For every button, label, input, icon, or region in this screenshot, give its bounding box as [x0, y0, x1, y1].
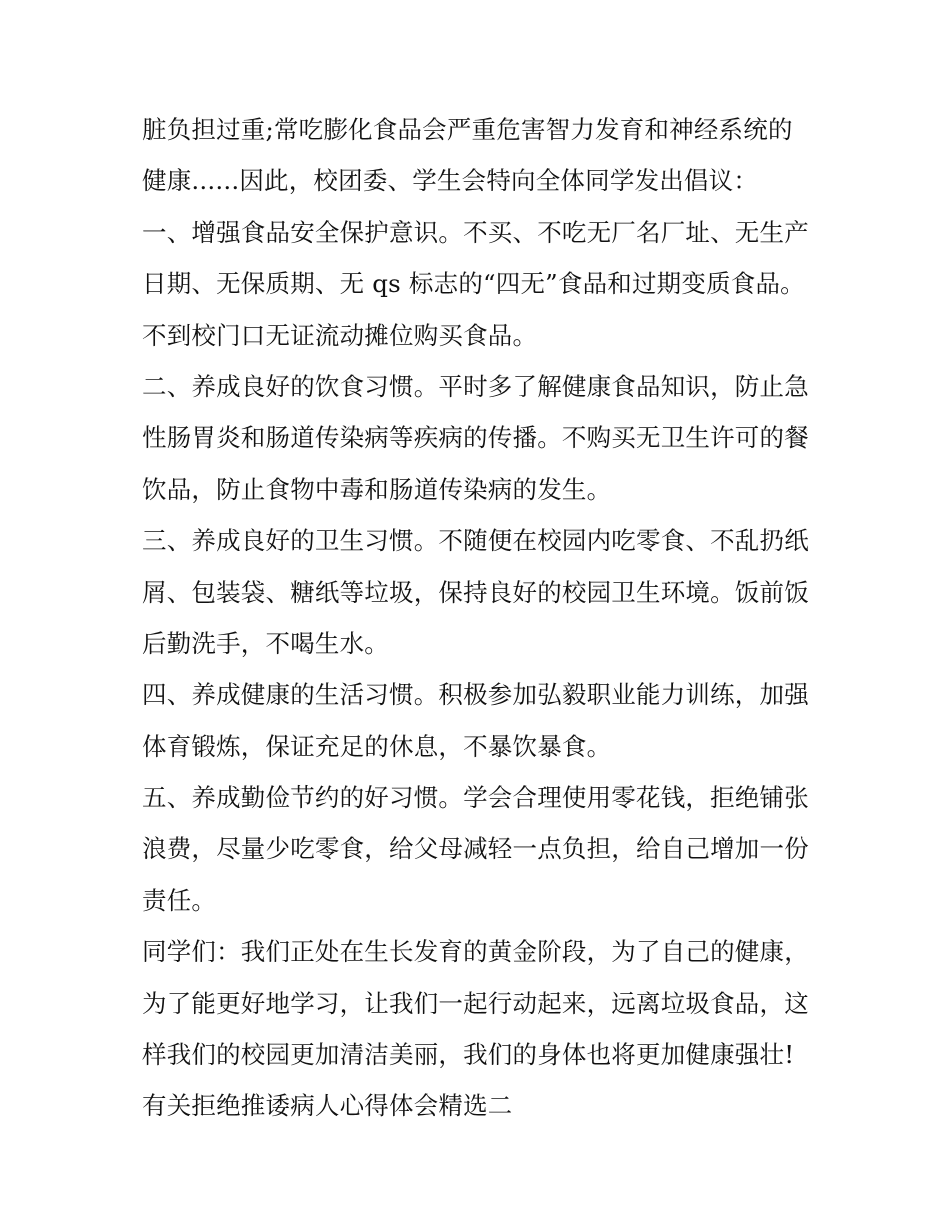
- text-line: 为了能更好地学习，让我们一起行动起来，远离垃圾食品，这: [142, 988, 809, 1018]
- text-line: 后勤洗手，不喝生水。: [142, 628, 389, 658]
- text-line: 饮品，防止食物中毒和肠道传染病的发生。: [142, 474, 612, 504]
- text-line: 健康......因此，校团委、学生会特向全体同学发出倡议：: [142, 166, 759, 196]
- text-line: 浪费，尽量少吃零食，给父母减轻一点负担，给自己增加一份: [142, 834, 809, 864]
- text-line: 体育锻炼，保证充足的休息，不暴饮暴食。: [142, 731, 612, 761]
- text-line: 脏负担过重;常吃膨化食品会严重危害智力发育和神经系统的: [142, 115, 793, 144]
- document-body: [142, 104, 822, 1132]
- text-line: 五、养成勤俭节约的好习惯。学会合理使用零花钱，拒绝铺张: [142, 783, 809, 813]
- text-line: 不到校门口无证流动摊位购买食品。: [142, 320, 538, 350]
- text-line: 同学们：我们正处在生长发育的黄金阶段，为了自己的健康，: [142, 937, 809, 967]
- text-line: 屑、包装袋、糖纸等垃圾，保持良好的校园卫生环境。饭前饭: [142, 577, 809, 607]
- text-line: 四、养成健康的生活习惯。积极参加弘毅职业能力训练，加强: [142, 680, 809, 710]
- text-line: 责任。: [142, 885, 217, 915]
- text-line: 二、养成良好的饮食习惯。平时多了解健康食品知识，防止急: [142, 371, 809, 401]
- text-line: 样我们的校园更加清洁美丽，我们的身体也将更加健康强壮!: [142, 1040, 795, 1070]
- text-line: 日期、无保质期、无 qs 标志的“四无”食品和过期变质食品。: [142, 269, 805, 299]
- text-line: 三、养成良好的卫生习惯。不随便在校园内吃零食、不乱扔纸: [142, 526, 809, 556]
- text-line: 一、增强食品安全保护意识。不买、不吃无厂名厂址、无生产: [142, 217, 809, 247]
- text-line: 性肠胃炎和肠道传染病等疾病的传播。不购买无卫生许可的餐: [142, 423, 809, 453]
- section-heading: 有关拒绝推诿病人心得体会精选二: [142, 1091, 513, 1121]
